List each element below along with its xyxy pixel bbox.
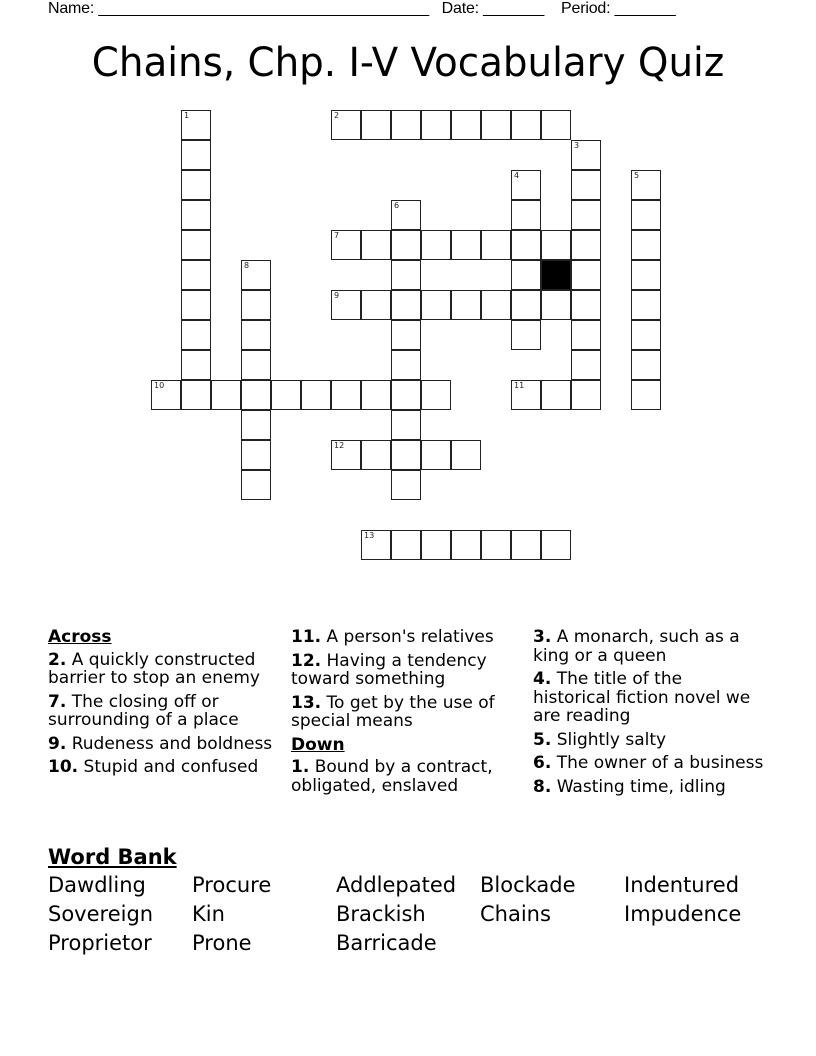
- clue-number: 1: [184, 111, 190, 120]
- clue-number: 13: [364, 531, 375, 540]
- header-fields: [48, 0, 675, 18]
- crossword-cell[interactable]: [331, 230, 361, 260]
- across-heading: Across: [48, 627, 112, 647]
- crossword-cell[interactable]: [361, 530, 391, 560]
- crossword-cell[interactable]: [631, 320, 661, 350]
- clue-number: 10: [154, 381, 165, 390]
- crossword-cell[interactable]: [151, 380, 181, 410]
- crossword-cell[interactable]: [241, 260, 271, 290]
- crossword-cell[interactable]: [541, 530, 571, 560]
- crossword-cell[interactable]: [211, 380, 241, 410]
- crossword-cell[interactable]: [181, 260, 211, 290]
- clue-number: 3: [574, 141, 580, 150]
- crossword-cell[interactable]: [331, 440, 361, 470]
- date-field[interactable]: Date: _______: [441, 0, 545, 17]
- crossword-cell[interactable]: [511, 170, 541, 200]
- crossword-cell[interactable]: [421, 380, 451, 410]
- word-bank-item: Prone: [192, 931, 252, 955]
- crossword-cell[interactable]: [331, 380, 361, 410]
- clue-across-2: 2. A quickly constructed barrier to stop an enemy: [48, 649, 260, 688]
- crossword-cell[interactable]: [631, 290, 661, 320]
- clue-number: 5: [634, 171, 640, 180]
- clue-across-12: 12. Having a tendency toward something: [291, 650, 487, 689]
- clue-number: 8: [244, 261, 250, 270]
- crossword-cell[interactable]: [511, 260, 541, 290]
- word-bank-item: Procure: [192, 873, 272, 897]
- clue-number: 12: [334, 441, 345, 450]
- clues-column-2: [291, 628, 523, 800]
- clues-column-1: [48, 628, 280, 782]
- crossword-cell[interactable]: [421, 110, 451, 140]
- crossword-cell[interactable]: [421, 230, 451, 260]
- word-bank-item: Brackish: [336, 902, 426, 926]
- clue-down-8: 8. Wasting time, idling: [533, 776, 726, 797]
- crossword-cell[interactable]: [181, 320, 211, 350]
- crossword-cell[interactable]: [391, 260, 421, 290]
- crossword-cell[interactable]: [391, 320, 421, 350]
- crossword-cell[interactable]: [361, 110, 391, 140]
- crossword-cell[interactable]: [181, 170, 211, 200]
- crossword-cell[interactable]: [511, 230, 541, 260]
- crossword-cell[interactable]: [181, 230, 211, 260]
- crossword-cell[interactable]: [301, 380, 331, 410]
- crossword-cell[interactable]: [331, 290, 361, 320]
- crossword-cell[interactable]: [181, 380, 211, 410]
- crossword-cell[interactable]: [241, 290, 271, 320]
- crossword-cell[interactable]: [631, 350, 661, 380]
- crossword-cell[interactable]: [391, 230, 421, 260]
- crossword-cell[interactable]: [451, 230, 481, 260]
- crossword-cell[interactable]: [181, 200, 211, 230]
- crossword-cell[interactable]: [451, 440, 481, 470]
- word-bank-title: Word Bank: [48, 845, 177, 869]
- clue-down-3: 3. A monarch, such as a king or a queen: [533, 627, 740, 666]
- clue-across-13: 13. To get by the use of special means: [291, 692, 495, 731]
- word-bank-item: Proprietor: [48, 931, 152, 955]
- crossword-cell[interactable]: [631, 380, 661, 410]
- crossword-cell[interactable]: [241, 350, 271, 380]
- word-bank-item: Sovereign: [48, 902, 154, 926]
- crossword-cell[interactable]: [391, 470, 421, 500]
- black-cell: [541, 260, 571, 290]
- name-field[interactable]: Name: ______________________________________: [48, 0, 429, 17]
- crossword-cell[interactable]: [571, 170, 601, 200]
- crossword-cell[interactable]: [241, 320, 271, 350]
- crossword-cell[interactable]: [511, 530, 541, 560]
- page-title: Chains, Chp. I-V Vocabulary Quiz: [91, 40, 725, 86]
- crossword-cell[interactable]: [391, 440, 421, 470]
- crossword-cell[interactable]: [481, 530, 511, 560]
- clue-across-10: 10. Stupid and confused: [48, 757, 259, 777]
- clue-number: 4: [514, 171, 520, 180]
- crossword-cell[interactable]: [481, 290, 511, 320]
- crossword-cell[interactable]: [481, 110, 511, 140]
- crossword-cell[interactable]: [631, 200, 661, 230]
- clue-down-6: 6. The owner of a business: [533, 753, 764, 773]
- crossword-cell[interactable]: [571, 350, 601, 380]
- crossword-cell[interactable]: [541, 110, 571, 140]
- crossword-cell[interactable]: [481, 230, 511, 260]
- crossword-cell[interactable]: [391, 290, 421, 320]
- crossword-cell[interactable]: [331, 110, 361, 140]
- crossword-cell[interactable]: [391, 380, 421, 410]
- crossword-cell[interactable]: [391, 410, 421, 440]
- crossword-cell[interactable]: [241, 410, 271, 440]
- crossword-cell[interactable]: [571, 260, 601, 290]
- word-bank: [48, 873, 768, 956]
- word-bank-item: Indentured: [624, 873, 740, 897]
- crossword-cell[interactable]: [361, 230, 391, 260]
- crossword-cell[interactable]: [361, 290, 391, 320]
- crossword-cell[interactable]: [391, 530, 421, 560]
- clue-number: 9: [334, 291, 340, 300]
- word-bank-item: Dawdling: [48, 873, 146, 897]
- clues-column-3: [533, 628, 765, 801]
- crossword-cell[interactable]: [541, 290, 571, 320]
- crossword-cell[interactable]: [511, 110, 541, 140]
- clue-across-9: 9. Rudeness and boldness: [48, 733, 273, 754]
- crossword-cell[interactable]: [451, 290, 481, 320]
- crossword-cell[interactable]: [541, 230, 571, 260]
- crossword-cell[interactable]: [511, 200, 541, 230]
- crossword-cell[interactable]: [391, 350, 421, 380]
- crossword-cell[interactable]: [361, 440, 391, 470]
- clue-number: 6: [394, 201, 400, 210]
- crossword-cell[interactable]: [391, 200, 421, 230]
- crossword-cell[interactable]: [241, 440, 271, 470]
- word-bank-item: Chains: [480, 902, 551, 926]
- crossword-cell[interactable]: [631, 260, 661, 290]
- clue-number: 11: [514, 381, 525, 390]
- crossword-cell[interactable]: [181, 290, 211, 320]
- word-bank-item: Barricade: [336, 931, 437, 955]
- period-field[interactable]: Period: _______: [561, 0, 676, 17]
- crossword-cell[interactable]: [421, 530, 451, 560]
- word-bank-item: Kin: [192, 902, 225, 926]
- crossword-cell[interactable]: [451, 530, 481, 560]
- crossword-cell[interactable]: [421, 440, 451, 470]
- clue-number: 2: [334, 111, 340, 120]
- crossword-cell[interactable]: [451, 110, 481, 140]
- crossword-cell[interactable]: [571, 320, 601, 350]
- crossword-cell[interactable]: [511, 320, 541, 350]
- clue-number: 7: [334, 231, 340, 240]
- crossword-cell[interactable]: [181, 110, 211, 140]
- crossword-cell[interactable]: [571, 200, 601, 230]
- crossword-cell[interactable]: [571, 380, 601, 410]
- word-bank-item: Addlepated: [336, 873, 457, 897]
- clue-across-11: 11. A person's relatives: [291, 627, 494, 647]
- crossword-cell[interactable]: [541, 380, 571, 410]
- clue-down-4: 4. The title of the historical fiction novel we are reading: [533, 669, 751, 726]
- crossword-cell[interactable]: [631, 230, 661, 260]
- word-bank-item: Blockade: [480, 873, 576, 897]
- crossword-cell[interactable]: [181, 140, 211, 170]
- crossword-cell[interactable]: [571, 230, 601, 260]
- crossword-cell[interactable]: [511, 290, 541, 320]
- crossword-cell[interactable]: [511, 380, 541, 410]
- word-bank-item: Impudence: [624, 902, 742, 926]
- crossword-cell[interactable]: [241, 470, 271, 500]
- crossword-cell[interactable]: [571, 290, 601, 320]
- crossword-cell[interactable]: [631, 170, 661, 200]
- crossword-cell[interactable]: [391, 110, 421, 140]
- crossword-cell[interactable]: [271, 380, 301, 410]
- crossword-cell[interactable]: [571, 140, 601, 170]
- crossword-cell[interactable]: [241, 380, 271, 410]
- crossword-cell[interactable]: [181, 350, 211, 380]
- crossword-cell[interactable]: [421, 290, 451, 320]
- clue-down-5: 5. Slightly salty: [533, 729, 667, 750]
- down-heading: Down: [291, 734, 345, 755]
- clue-down-1: 1. Bound by a contract, obligated, enslaved: [291, 757, 493, 796]
- clue-across-7: 7. The closing off or surrounding of a place: [48, 691, 239, 730]
- crossword-cell[interactable]: [361, 380, 391, 410]
